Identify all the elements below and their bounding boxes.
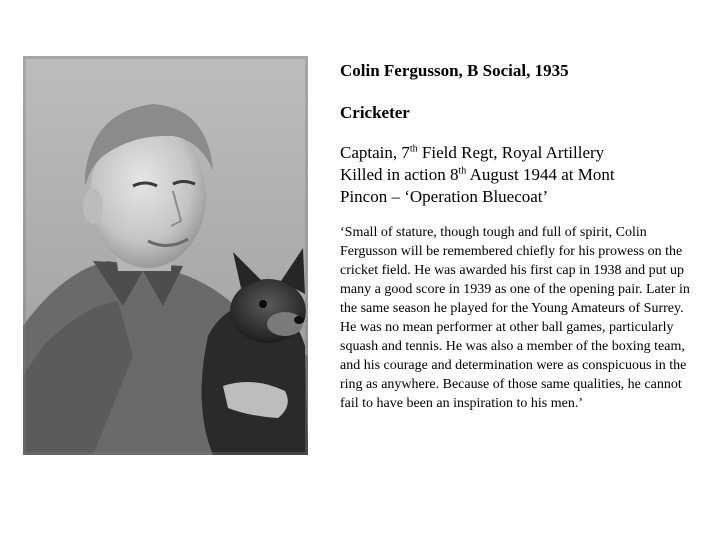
tribute-quote: ‘Small of stature, though tough and full of spirit, Colin Fergusson will be remembered chiefly for his prowess on the cricket field. He was awarded his first cap in 1938 and put up many a good score in 1939 as one of the opening pair. Later in the same season he played for the Young Amateurs of Surrey. He was no mean performer at other ball games, particularly squash and tennis. He was also a member of the boxing team, and his courage and determination were as conspicuous in the ring as anywhere. Because of those same qualities, he cannot fail to have been an inspiration to his men.’: [340, 225, 690, 411]
rank-text-pre: Captain, 7: [340, 143, 410, 162]
role-heading: Cricketer: [340, 103, 410, 122]
portrait-photo: [23, 56, 308, 455]
killed-ordinal-suffix: th: [458, 165, 467, 177]
service-details: [340, 142, 705, 208]
operation-line: Pincon – ‘Operation Bluecoat’: [340, 187, 549, 206]
text-column: [340, 60, 705, 427]
killed-text-pre: Killed in action 8: [340, 165, 459, 184]
rank-ordinal-suffix: th: [409, 143, 418, 155]
rank-line: [340, 142, 705, 164]
portrait-illustration: [23, 56, 308, 455]
killed-text-post: August 1944 at Mont: [466, 165, 615, 184]
rank-text-post: Field Regt, Royal Artillery: [417, 143, 605, 162]
killed-line: [340, 164, 705, 186]
page-title: Colin Fergusson, B Social, 1935: [340, 61, 569, 80]
